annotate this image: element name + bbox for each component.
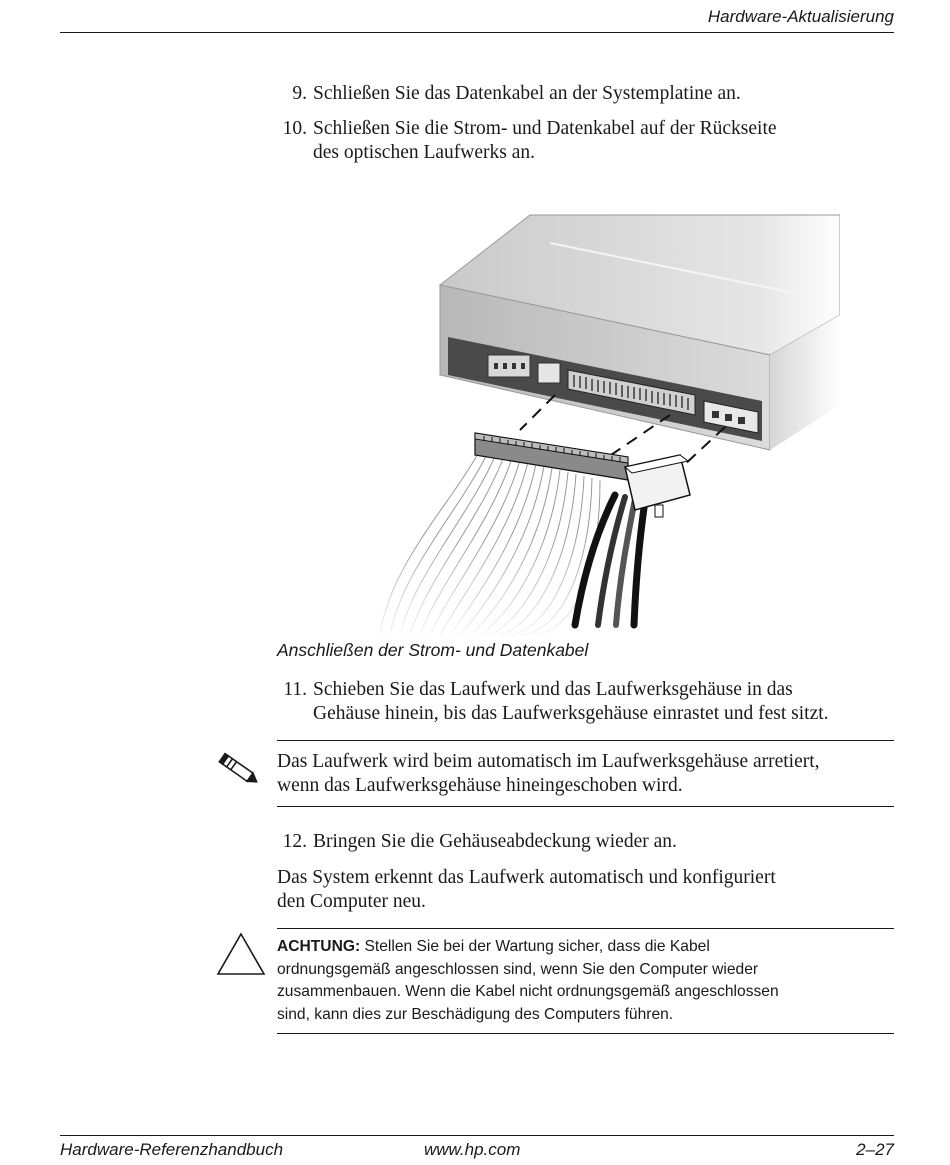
step-text-line: Schieben Sie das Laufwerk und das Laufwerksgehäuse in das bbox=[313, 679, 793, 700]
step-9 bbox=[292, 82, 741, 106]
note-bottom-rule bbox=[277, 806, 894, 807]
paragraph-line: den Computer neu. bbox=[277, 891, 426, 912]
caution-line: ordnungsgemäß angeschlossen sind, wenn Sie den Computer wieder bbox=[277, 960, 759, 978]
caution-line: sind, kann dies zur Beschädigung des Computers führen. bbox=[277, 1005, 674, 1023]
step-text-line: Schließen Sie die Strom- und Datenkabel auf der Rückseite bbox=[313, 118, 777, 139]
pencil-note-icon bbox=[216, 750, 260, 790]
caution-text bbox=[277, 936, 877, 1026]
step-10 bbox=[282, 117, 777, 165]
step-text-line: des optischen Laufwerks an. bbox=[313, 142, 536, 163]
optical-drive-illustration bbox=[370, 205, 840, 635]
footer-rule bbox=[60, 1135, 894, 1136]
step-number: 11. bbox=[283, 679, 307, 700]
step-number: 9. bbox=[292, 83, 307, 104]
caution-line: Stellen Sie bei der Wartung sicher, dass die Kabel bbox=[364, 938, 710, 955]
caution-bottom-rule bbox=[277, 1033, 894, 1034]
paragraph-line: Das System erkennt das Laufwerk automatisch und konfiguriert bbox=[277, 867, 776, 888]
caution-line: zusammenbauen. Wenn die Kabel nicht ordnungsgemäß angeschlossen bbox=[277, 983, 779, 1000]
body-paragraph bbox=[277, 866, 877, 914]
step-number: 10. bbox=[282, 118, 307, 139]
running-header: Hardware-Aktualisierung bbox=[707, 7, 894, 26]
footer-manual-title: Hardware-Referenzhandbuch bbox=[60, 1140, 284, 1159]
step-number: 12. bbox=[282, 831, 307, 852]
caution-triangle-icon bbox=[216, 932, 266, 976]
step-text-line: Gehäuse hinein, bis das Laufwerksgehäuse einrastet und fest sitzt. bbox=[313, 703, 829, 724]
step-11 bbox=[283, 678, 829, 726]
footer-page-number: 2–27 bbox=[856, 1140, 894, 1159]
caution-label: ACHTUNG: bbox=[277, 938, 361, 955]
step-text: Bringen Sie die Gehäuseabdeckung wieder an. bbox=[313, 831, 677, 852]
step-12 bbox=[282, 830, 677, 854]
step-text: Schließen Sie das Datenkabel an der Systemplatine an. bbox=[313, 83, 741, 104]
note-line: Das Laufwerk wird beim automatisch im Laufwerksgehäuse arretiert, bbox=[277, 751, 820, 772]
header-rule bbox=[60, 32, 894, 33]
caution-top-rule bbox=[277, 928, 894, 929]
note-line: wenn das Laufwerksgehäuse hineingeschoben wird. bbox=[277, 775, 683, 796]
footer-website: www.hp.com bbox=[424, 1140, 521, 1159]
figure-caption: Anschließen der Strom- und Datenkabel bbox=[277, 640, 589, 660]
note-top-rule bbox=[277, 740, 894, 741]
note-text bbox=[277, 750, 897, 798]
